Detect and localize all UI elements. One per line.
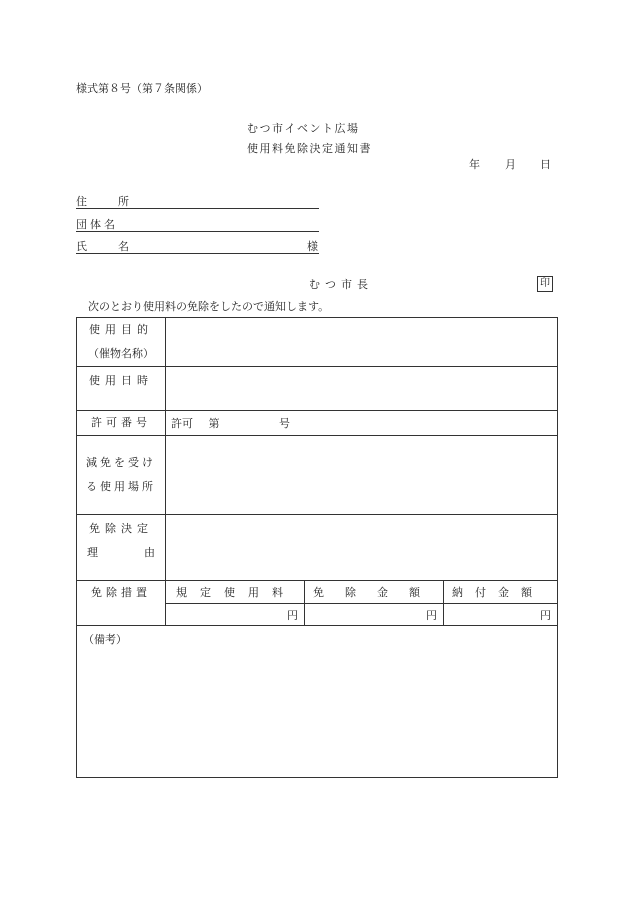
seal-mark: 印 bbox=[537, 276, 553, 292]
reason-label-cell bbox=[77, 515, 166, 581]
name-label: 氏 名 bbox=[76, 240, 139, 253]
measure-label: 免除措置 bbox=[77, 581, 166, 626]
place-label-cell bbox=[77, 436, 166, 515]
col-payment-amount: 納付金額 bbox=[444, 581, 558, 604]
col-standard-fee: 規定使用料 bbox=[166, 581, 305, 604]
group-line bbox=[76, 231, 319, 232]
honorific: 様 bbox=[307, 240, 318, 253]
date-year: 年 bbox=[469, 158, 480, 171]
intro-text: 次のとおり使用料の免除をしたので通知します。 bbox=[88, 300, 330, 313]
purpose-value bbox=[166, 318, 558, 367]
group-label: 団体名 bbox=[76, 218, 118, 231]
reason-label-line1: 免除決定 bbox=[89, 522, 153, 535]
permit-prefix: 許可 bbox=[171, 417, 193, 430]
datetime-label: 使用日時 bbox=[89, 374, 153, 387]
address-line bbox=[76, 208, 319, 209]
place-value bbox=[166, 436, 558, 515]
reason-label-ri: 理 bbox=[87, 546, 98, 559]
name-line bbox=[76, 253, 319, 254]
permit-label: 許可番号 bbox=[77, 411, 166, 436]
payment-amount-yen: 円 bbox=[444, 604, 558, 626]
col-exempt-amount: 免除金額 bbox=[305, 581, 444, 604]
standard-fee-yen: 円 bbox=[166, 604, 305, 626]
permit-value bbox=[166, 411, 558, 436]
place-label-line2: る使用場所 bbox=[86, 480, 156, 493]
reason-value bbox=[166, 515, 558, 581]
place-label-line1: 減免を受け bbox=[86, 456, 156, 469]
exemption-table bbox=[76, 317, 558, 778]
title-line2: 使用料免除決定通知書 bbox=[247, 142, 372, 155]
purpose-label-cell bbox=[77, 318, 166, 367]
date-month: 月 bbox=[505, 158, 516, 171]
permit-dai: 第 bbox=[208, 417, 220, 430]
reason-label-yu: 由 bbox=[144, 546, 155, 559]
purpose-label: 使用目的 bbox=[89, 323, 153, 336]
exempt-amount-yen: 円 bbox=[305, 604, 444, 626]
datetime-value bbox=[166, 367, 558, 411]
remarks-cell bbox=[77, 626, 558, 778]
address-label: 住 所 bbox=[76, 195, 139, 208]
title-line1: むつ市イベント広場 bbox=[247, 122, 360, 135]
remarks-label: （備考） bbox=[83, 633, 127, 646]
purpose-sub-label: （催物名称） bbox=[88, 347, 154, 360]
form-number: 様式第８号（第７条関係） bbox=[76, 82, 208, 95]
date-day: 日 bbox=[540, 158, 551, 171]
permit-go: 号 bbox=[279, 417, 290, 430]
datetime-label-cell bbox=[77, 367, 166, 411]
issuer-name: むつ市長 bbox=[309, 278, 373, 291]
